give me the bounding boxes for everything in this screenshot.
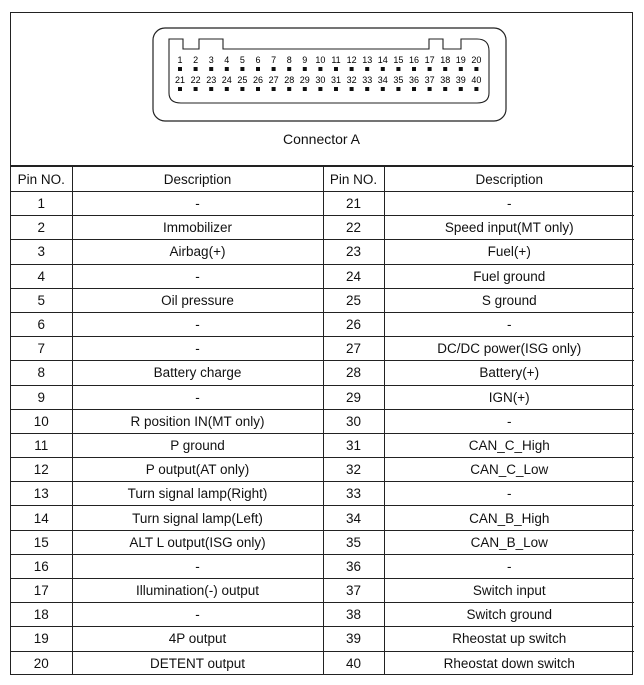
pin-terminal xyxy=(443,87,447,91)
pin-number-left: 3 xyxy=(11,240,72,264)
pin-description-left: Turn signal lamp(Left) xyxy=(72,506,323,530)
pin-number-right: 32 xyxy=(323,458,384,482)
pin-description-left: - xyxy=(72,312,323,336)
pin-description-left: - xyxy=(72,554,323,578)
table-row xyxy=(11,554,634,578)
pin-number-right: 21 xyxy=(323,192,384,216)
pin-terminal xyxy=(256,87,260,91)
pin-terminal xyxy=(412,67,416,71)
pin-label: 26 xyxy=(252,75,264,85)
pin-label: 11 xyxy=(331,55,341,65)
pin-number-right: 30 xyxy=(323,409,384,433)
pin-description-right: - xyxy=(384,554,634,578)
pin-description-right: - xyxy=(384,192,634,216)
pin-number-right: 34 xyxy=(323,506,384,530)
pin-terminal xyxy=(178,87,182,91)
pin-number-right: 40 xyxy=(323,651,384,675)
pin-description-right: - xyxy=(384,482,634,506)
pin-label: 28 xyxy=(284,75,295,85)
pin-number-left: 8 xyxy=(11,361,72,385)
pin-description-right: Fuel ground xyxy=(384,264,634,288)
pin-number-right: 37 xyxy=(323,579,384,603)
pin-description-right: - xyxy=(384,409,634,433)
pin-label: 24 xyxy=(221,75,232,85)
pin-terminal xyxy=(225,67,229,71)
table-row xyxy=(11,627,634,651)
table-row xyxy=(11,579,634,603)
pin-number-left: 1 xyxy=(11,192,72,216)
pin-number-right: 26 xyxy=(323,312,384,336)
pin-number-right: 23 xyxy=(323,240,384,264)
pin-label: 23 xyxy=(206,75,217,85)
pin-terminal xyxy=(443,67,447,71)
pin-description-left: Airbag(+) xyxy=(72,240,323,264)
pin-terminal xyxy=(350,67,354,71)
pin-terminal xyxy=(287,87,291,91)
pin-number-left: 4 xyxy=(11,264,72,288)
pin-label: 13 xyxy=(362,55,373,65)
pin-label: 6 xyxy=(255,55,261,65)
pin-number-left: 11 xyxy=(11,433,72,457)
pin-number-right: 39 xyxy=(323,627,384,651)
pin-number-left: 7 xyxy=(11,337,72,361)
pin-description-left: P output(AT only) xyxy=(72,458,323,482)
table-row xyxy=(11,240,634,264)
pin-label: 32 xyxy=(346,75,357,85)
pin-number-right: 27 xyxy=(323,337,384,361)
pin-description-left: - xyxy=(72,264,323,288)
table-row xyxy=(11,361,634,385)
pin-label: 16 xyxy=(408,55,420,65)
pin-label: 39 xyxy=(455,75,466,85)
table-row xyxy=(11,482,634,506)
pin-description-right: Rheostat up switch xyxy=(384,627,634,651)
pin-label: 27 xyxy=(268,75,279,85)
connector-diagram xyxy=(11,13,632,166)
pin-terminal xyxy=(474,87,478,91)
pin-label: 30 xyxy=(315,75,326,85)
pin-number-left: 2 xyxy=(11,216,72,240)
pin-number-left: 10 xyxy=(11,409,72,433)
pin-label: 18 xyxy=(440,55,451,65)
table-row xyxy=(11,288,634,312)
pin-number-right: 33 xyxy=(323,482,384,506)
pin-terminal xyxy=(256,67,260,71)
pin-terminal xyxy=(318,87,322,91)
pin-terminal xyxy=(412,87,416,91)
pin-terminal xyxy=(272,67,276,71)
pin-label: 36 xyxy=(408,75,420,85)
pin-number-right: 36 xyxy=(323,554,384,578)
pin-terminal xyxy=(318,67,322,71)
pin-number-right: 31 xyxy=(323,433,384,457)
pin-description-left: Immobilizer xyxy=(72,216,323,240)
pin-terminal xyxy=(428,87,432,91)
pin-description-left: P ground xyxy=(72,433,323,457)
pin-description-left: - xyxy=(72,385,323,409)
pin-terminal xyxy=(240,87,244,91)
pin-description-right: Speed input(MT only) xyxy=(384,216,634,240)
pin-number-right: 38 xyxy=(323,603,384,627)
pin-number-left: 12 xyxy=(11,458,72,482)
pin-terminal xyxy=(194,67,198,71)
pin-terminal xyxy=(240,67,244,71)
pin-label: 1 xyxy=(177,55,183,65)
pin-label: 19 xyxy=(455,55,466,65)
pin-description-right: CAN_C_Low xyxy=(384,458,634,482)
table-row xyxy=(11,530,634,554)
table-row xyxy=(11,385,634,409)
pin-label: 29 xyxy=(299,75,310,85)
pin-description-right: IGN(+) xyxy=(384,385,634,409)
pin-number-right: 24 xyxy=(323,264,384,288)
pin-number-right: 29 xyxy=(323,385,384,409)
pin-label: 15 xyxy=(393,55,404,65)
table-row xyxy=(11,506,634,530)
pin-terminal xyxy=(381,87,385,91)
pin-number-left: 5 xyxy=(11,288,72,312)
table-row xyxy=(11,264,634,288)
pin-number-left: 17 xyxy=(11,579,72,603)
table-row xyxy=(11,433,634,457)
table-row xyxy=(11,216,634,240)
pin-terminal xyxy=(396,87,400,91)
pin-terminal xyxy=(194,87,198,91)
pin-number-left: 16 xyxy=(11,554,72,578)
pin-description-right: Battery(+) xyxy=(384,361,634,385)
pin-terminal xyxy=(428,67,432,71)
pin-number-left: 19 xyxy=(11,627,72,651)
pin-terminal xyxy=(474,67,478,71)
pin-terminal xyxy=(365,87,369,91)
pin-label: 37 xyxy=(424,75,435,85)
pin-label: 5 xyxy=(239,55,245,65)
pin-description-left: - xyxy=(72,192,323,216)
pin-terminal xyxy=(303,67,307,71)
table-row xyxy=(11,409,634,433)
pin-description-left: - xyxy=(72,603,323,627)
header-pin-no-right: Pin NO. xyxy=(323,167,384,192)
pin-terminal xyxy=(209,87,213,91)
pin-description-right: - xyxy=(384,312,634,336)
pin-label: 20 xyxy=(471,55,482,65)
pin-number-left: 15 xyxy=(11,530,72,554)
pin-number-left: 18 xyxy=(11,603,72,627)
pin-label: 40 xyxy=(471,75,482,85)
pin-terminal xyxy=(225,87,229,91)
connector-caption: Connector A xyxy=(282,131,361,147)
pin-description-right: Fuel(+) xyxy=(384,240,634,264)
pin-label: 10 xyxy=(315,55,326,65)
table-row xyxy=(11,603,634,627)
pin-label: 38 xyxy=(440,75,451,85)
pin-label: 2 xyxy=(193,55,199,65)
table-row xyxy=(11,192,634,216)
pin-terminal xyxy=(272,87,276,91)
pin-number-left: 14 xyxy=(11,506,72,530)
header-description-left: Description xyxy=(72,167,323,192)
pin-terminal xyxy=(396,67,400,71)
pin-number-right: 22 xyxy=(323,216,384,240)
pin-label: 3 xyxy=(208,55,214,65)
pin-description-left: - xyxy=(72,337,323,361)
pin-label: 7 xyxy=(271,55,277,65)
table-row xyxy=(11,458,634,482)
pin-label: 34 xyxy=(377,75,388,85)
pin-description-left: Illumination(-) output xyxy=(72,579,323,603)
pin-terminal xyxy=(365,67,369,71)
pin-description-left: Oil pressure xyxy=(72,288,323,312)
pin-number-right: 25 xyxy=(323,288,384,312)
pin-terminal xyxy=(459,87,463,91)
pin-description-right: Switch input xyxy=(384,579,634,603)
pin-description-left: Battery charge xyxy=(72,361,323,385)
header-pin-no-left: Pin NO. xyxy=(11,167,72,192)
pin-terminal xyxy=(287,67,291,71)
pin-terminal xyxy=(350,87,354,91)
pin-description-right: DC/DC power(ISG only) xyxy=(384,337,634,361)
pin-terminal xyxy=(334,67,338,71)
table-header-row xyxy=(11,167,634,192)
pin-description-right: Switch ground xyxy=(384,603,634,627)
pin-terminal xyxy=(303,87,307,91)
pin-number-left: 9 xyxy=(11,385,72,409)
pin-label: 35 xyxy=(393,75,404,85)
pin-label: 4 xyxy=(224,55,230,65)
table-row xyxy=(11,651,634,675)
pin-description-right: CAN_C_High xyxy=(384,433,634,457)
pin-description-right: CAN_B_Low xyxy=(384,530,634,554)
pin-terminal xyxy=(334,87,338,91)
pin-number-right: 28 xyxy=(323,361,384,385)
pin-label: 17 xyxy=(424,55,435,65)
header-description-right: Description xyxy=(384,167,634,192)
connector-inner-shell xyxy=(169,39,489,103)
pin-label: 9 xyxy=(302,55,308,65)
pinout-table xyxy=(11,166,634,675)
connector-pinout-sheet xyxy=(10,12,633,675)
pin-description-right: S ground xyxy=(384,288,634,312)
pin-label: 14 xyxy=(377,55,388,65)
pin-description-left: R position IN(MT only) xyxy=(72,409,323,433)
pin-label: 22 xyxy=(190,75,201,85)
pin-label: 31 xyxy=(330,75,342,85)
pin-description-left: 4P output xyxy=(72,627,323,651)
pin-number-left: 20 xyxy=(11,651,72,675)
pin-terminal xyxy=(209,67,213,71)
pin-description-right: Rheostat down switch xyxy=(384,651,634,675)
pin-description-right: CAN_B_High xyxy=(384,506,634,530)
pin-number-left: 13 xyxy=(11,482,72,506)
pin-number-right: 35 xyxy=(323,530,384,554)
pin-label: 25 xyxy=(237,75,248,85)
table-row xyxy=(11,337,634,361)
pin-description-left: Turn signal lamp(Right) xyxy=(72,482,323,506)
pin-label: 33 xyxy=(362,75,373,85)
pin-label: 21 xyxy=(174,75,186,85)
pin-label: 8 xyxy=(286,55,292,65)
pin-terminal xyxy=(178,67,182,71)
pin-number-left: 6 xyxy=(11,312,72,336)
pin-description-left: DETENT output xyxy=(72,651,323,675)
pin-description-left: ALT L output(ISG only) xyxy=(72,530,323,554)
pin-terminal xyxy=(459,67,463,71)
table-row xyxy=(11,312,634,336)
pin-terminal xyxy=(381,67,385,71)
pin-label: 12 xyxy=(346,55,357,65)
